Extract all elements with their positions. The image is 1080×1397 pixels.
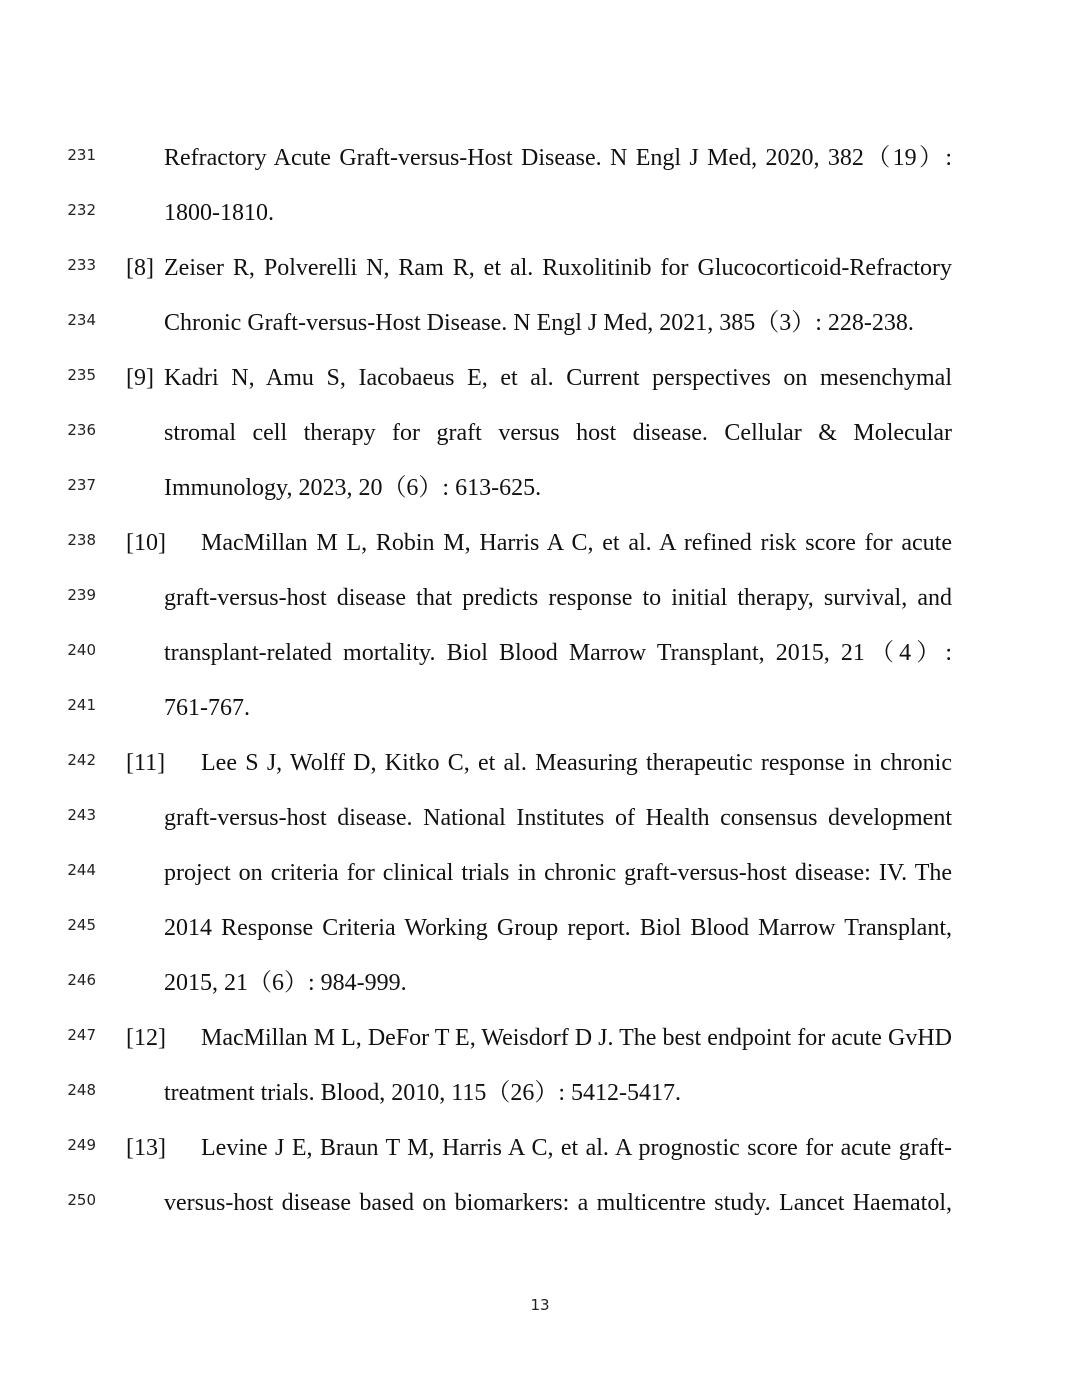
document-line bbox=[0, 633, 1080, 673]
document-line bbox=[0, 908, 1080, 948]
line-number: 232 bbox=[67, 201, 96, 219]
reference-text: 761-767. bbox=[164, 695, 250, 721]
document-line bbox=[0, 798, 1080, 838]
document-line bbox=[0, 248, 1080, 288]
document-line bbox=[0, 358, 1080, 398]
line-number: 245 bbox=[67, 916, 96, 934]
line-number: 240 bbox=[67, 641, 96, 659]
document-line bbox=[0, 688, 1080, 728]
reference-text: versus-host disease based on biomarkers: a multicentre study. Lancet Haematol, bbox=[164, 1190, 952, 1216]
document-line bbox=[0, 138, 1080, 178]
reference-text: treatment trials. Blood, 2010, 115（26）: 5412-5417. bbox=[164, 1080, 682, 1106]
reference-text: Zeiser R, Polverelli N, Ram R, et al. Ruxolitinib for Glucocorticoid-Refractory bbox=[164, 255, 952, 281]
reference-text: stromal cell therapy for graft versus host disease. Cellular & Molecular bbox=[164, 420, 952, 446]
document-line bbox=[0, 468, 1080, 508]
reference-text: Kadri N, Amu S, Iacobaeus E, et al. Current perspectives on mesenchymal bbox=[164, 365, 952, 391]
document-line bbox=[0, 413, 1080, 453]
line-number: 246 bbox=[67, 971, 96, 989]
reference-text: Immunology, 2023, 20（6）: 613-625. bbox=[164, 475, 542, 501]
reference-text: MacMillan M L, DeFor T E, Weisdorf D J. The best endpoint for acute GvHD bbox=[201, 1025, 952, 1051]
reference-text: 1800-1810. bbox=[164, 200, 274, 226]
document-line bbox=[0, 193, 1080, 233]
line-number: 250 bbox=[67, 1191, 96, 1209]
line-number: 243 bbox=[67, 806, 96, 824]
line-number: 247 bbox=[67, 1026, 96, 1044]
reference-text: 2014 Response Criteria Working Group report. Biol Blood Marrow Transplant, bbox=[164, 915, 952, 941]
reference-text: graft-versus-host disease that predicts response to initial therapy, survival, and bbox=[164, 585, 952, 611]
document-line bbox=[0, 578, 1080, 618]
reference-label: [9] bbox=[126, 365, 154, 391]
reference-text: Chronic Graft-versus-Host Disease. N Engl J Med, 2021, 385（3）: 228-238. bbox=[164, 310, 914, 336]
line-number: 231 bbox=[67, 146, 96, 164]
line-number: 248 bbox=[67, 1081, 96, 1099]
reference-label: [12] bbox=[126, 1025, 166, 1051]
reference-label: [11] bbox=[126, 750, 166, 776]
line-number: 235 bbox=[67, 366, 96, 384]
document-line bbox=[0, 303, 1080, 343]
document-line bbox=[0, 743, 1080, 783]
line-number: 242 bbox=[67, 751, 96, 769]
line-number: 233 bbox=[67, 256, 96, 274]
reference-label: [10] bbox=[126, 530, 166, 556]
document-line bbox=[0, 1183, 1080, 1223]
document-line bbox=[0, 1128, 1080, 1168]
line-number: 249 bbox=[67, 1136, 96, 1154]
reference-label: [13] bbox=[126, 1135, 166, 1161]
line-number: 236 bbox=[67, 421, 96, 439]
page-number: 13 bbox=[530, 1296, 550, 1314]
reference-label: [8] bbox=[126, 255, 154, 281]
reference-text: Refractory Acute Graft-versus-Host Disease. N Engl J Med, 2020, 382（19）: bbox=[164, 145, 952, 171]
document-line bbox=[0, 523, 1080, 563]
document-line bbox=[0, 1018, 1080, 1058]
line-number: 244 bbox=[67, 861, 96, 879]
document-line bbox=[0, 963, 1080, 1003]
reference-text: Levine J E, Braun T M, Harris A C, et al. A prognostic score for acute graft- bbox=[201, 1135, 952, 1161]
reference-text: 2015, 21（6）: 984-999. bbox=[164, 970, 407, 996]
reference-text: project on criteria for clinical trials in chronic graft-versus-host disease: IV. The bbox=[164, 860, 952, 886]
reference-text: transplant-related mortality. Biol Blood Marrow Transplant, 2015, 21（4）: bbox=[164, 640, 952, 666]
line-number: 238 bbox=[67, 531, 96, 549]
line-number: 239 bbox=[67, 586, 96, 604]
line-number: 241 bbox=[67, 696, 96, 714]
document-line bbox=[0, 853, 1080, 893]
reference-text: Lee S J, Wolff D, Kitko C, et al. Measuring therapeutic response in chronic bbox=[201, 750, 952, 776]
document-line bbox=[0, 1073, 1080, 1113]
reference-text: MacMillan M L, Robin M, Harris A C, et al. A refined risk score for acute bbox=[201, 530, 952, 556]
reference-text: graft-versus-host disease. National Institutes of Health consensus development bbox=[164, 805, 952, 831]
line-number: 234 bbox=[67, 311, 96, 329]
line-number: 237 bbox=[67, 476, 96, 494]
